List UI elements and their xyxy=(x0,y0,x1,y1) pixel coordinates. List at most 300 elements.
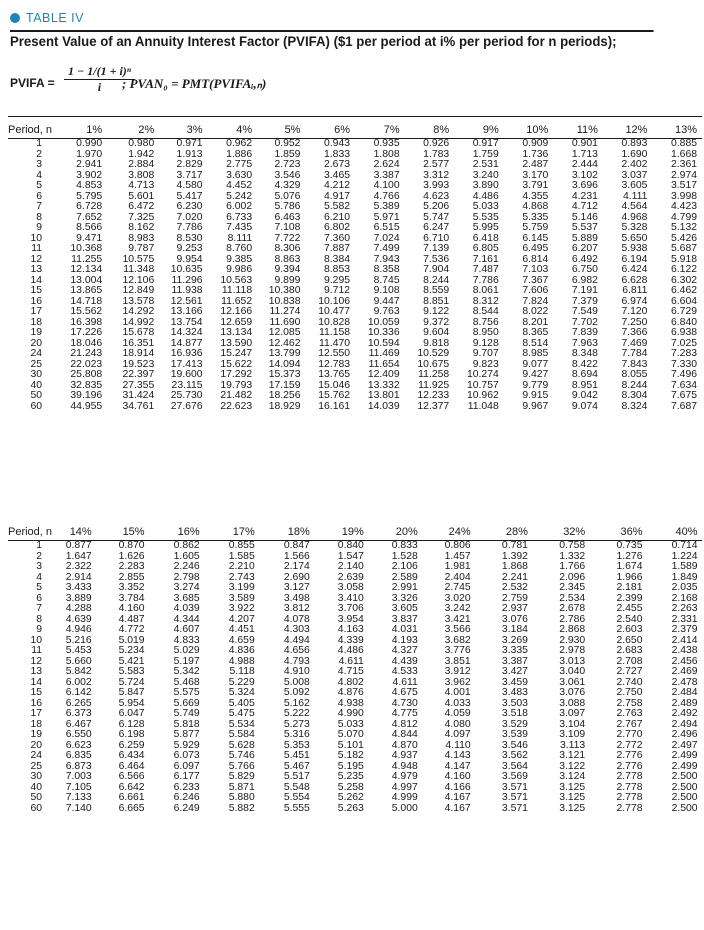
table-cell: 2.484 xyxy=(671,687,698,698)
row-period: 6 xyxy=(36,190,42,202)
row-period: 60 xyxy=(30,802,42,814)
table-cell: 4.078 xyxy=(283,613,310,625)
table-cell: 8.422 xyxy=(571,358,598,370)
column-header-rate: 8% xyxy=(433,124,450,136)
row-period: 15 xyxy=(30,687,42,698)
table-cell: 4.611 xyxy=(338,655,364,667)
table-cell: 21.482 xyxy=(220,390,253,401)
table-cell: 22.023 xyxy=(70,358,103,370)
table-cell: 2.778 xyxy=(616,781,643,793)
table-cell: 9.818 xyxy=(423,337,450,349)
table-cell: 6.811 xyxy=(622,285,648,296)
table-cell: 8.312 xyxy=(472,295,499,307)
table-cell: 5.749 xyxy=(173,708,200,719)
table-cell: 4.288 xyxy=(65,603,92,614)
table-cell: 3.571 xyxy=(501,781,528,793)
table-cell: 6.938 xyxy=(671,327,698,338)
row-period: 9 xyxy=(36,222,42,233)
table-cell: 8.530 xyxy=(176,232,203,244)
table-cell: 5.182 xyxy=(337,750,364,761)
row-period: 20 xyxy=(30,739,42,751)
table-cell: 4.487 xyxy=(118,613,145,625)
table-cell: 14.718 xyxy=(70,295,103,307)
table-cell: 13.578 xyxy=(122,295,155,307)
table-cell: 12.659 xyxy=(220,316,253,328)
table-cell: 4.097 xyxy=(444,729,471,740)
table-cell: 8.304 xyxy=(621,390,648,401)
table-cell: 7.379 xyxy=(571,295,598,307)
table-cell: 7.435 xyxy=(226,222,253,233)
table-cell: 7.675 xyxy=(671,390,698,401)
table-cell: 3.889 xyxy=(65,592,92,604)
table-cell: 4.675 xyxy=(391,687,418,698)
table-cell: 9.707 xyxy=(472,348,499,359)
table-cell: 1.647 xyxy=(65,550,92,562)
table-cell: 1.224 xyxy=(671,550,698,562)
table-cell: 5.818 xyxy=(173,718,200,730)
table-cell: 44.955 xyxy=(70,400,103,412)
table-cell: 1.626 xyxy=(118,550,145,562)
table-cell: 7.784 xyxy=(621,348,648,359)
table-cell: 7.469 xyxy=(621,337,648,349)
table-cell: 3.125 xyxy=(559,781,586,793)
table-cell: 0.971 xyxy=(176,138,203,149)
table-cell: 2.624 xyxy=(373,159,400,170)
table-cell: 8.348 xyxy=(571,348,598,359)
table-cell: 15.247 xyxy=(220,348,253,359)
table-cell: 0.943 xyxy=(324,138,351,149)
row-period: 18 xyxy=(30,316,42,328)
table-cell: 19.523 xyxy=(122,358,155,370)
table-cell: 1.886 xyxy=(226,148,253,160)
table-cell: 4.494 xyxy=(283,634,310,646)
table-cell: 4.110 xyxy=(445,739,471,751)
table-cell: 2.540 xyxy=(616,613,643,625)
table-cell: 5.328 xyxy=(621,222,648,233)
table-cell: 4.802 xyxy=(337,676,364,688)
table-cell: 1.766 xyxy=(559,561,586,572)
table-cell: 1.849 xyxy=(671,571,698,583)
table-cell: 5.889 xyxy=(571,232,598,244)
table-cell: 4.868 xyxy=(522,201,549,212)
table-cell: 2.740 xyxy=(616,676,643,688)
table-cell: 2.884 xyxy=(128,159,155,170)
table-cell: 5.206 xyxy=(423,201,450,212)
table-cell: 11.048 xyxy=(467,400,499,412)
table-cell: 9.915 xyxy=(522,390,549,401)
table-cell: 9.967 xyxy=(522,400,549,412)
table-cell: 6.733 xyxy=(226,211,253,223)
table-cell: 2.106 xyxy=(391,561,418,572)
table-row xyxy=(8,646,702,657)
table-cell: 7.549 xyxy=(571,306,598,317)
table-cell: 6.566 xyxy=(118,771,145,782)
table-cell: 2.444 xyxy=(571,159,598,170)
row-period: 24 xyxy=(30,348,42,359)
table-cell: 6.462 xyxy=(671,285,698,296)
table-cell: 6.249 xyxy=(173,802,200,814)
table-cell: 4.656 xyxy=(283,645,310,656)
table-cell: 1.736 xyxy=(522,148,549,160)
row-period: 14 xyxy=(30,676,42,688)
row-period: 19 xyxy=(30,729,42,740)
table-cell: 0.893 xyxy=(621,138,648,149)
column-header-rate: 2% xyxy=(138,124,155,136)
table-cell: 3.706 xyxy=(337,603,364,614)
table-cell: 6.805 xyxy=(472,243,499,254)
table-cell: 6.073 xyxy=(173,750,200,761)
table-cell: 0.877 xyxy=(65,540,92,551)
table-cell: 9.074 xyxy=(571,400,598,412)
table-cell: 2.798 xyxy=(173,571,200,583)
table-cell: 7.025 xyxy=(671,337,698,349)
table-cell: 9.128 xyxy=(472,337,499,349)
table-cell: 16.936 xyxy=(170,348,203,359)
table-cell: 5.118 xyxy=(229,666,255,677)
table-cell: 4.910 xyxy=(283,666,310,677)
table-cell: 7.120 xyxy=(621,306,648,317)
table-cell: 9.077 xyxy=(522,358,549,370)
table-cell: 5.871 xyxy=(228,781,255,793)
row-period: 3 xyxy=(36,159,42,170)
row-period: 4 xyxy=(36,169,42,181)
table-row xyxy=(8,328,702,339)
row-period: 50 xyxy=(30,390,42,401)
table-cell: 2.941 xyxy=(76,159,103,170)
table-cell: 5.687 xyxy=(671,243,698,254)
row-period: 2 xyxy=(36,550,42,562)
table-cell: 2.497 xyxy=(671,739,698,751)
table-cell: 2.455 xyxy=(616,603,643,614)
table-row xyxy=(8,793,702,804)
table-cell: 10.059 xyxy=(367,316,400,328)
table-cell: 2.469 xyxy=(671,666,698,677)
table-cell: 5.829 xyxy=(228,771,255,782)
table-cell: 9.108 xyxy=(373,285,400,296)
table-cell: 5.222 xyxy=(283,708,310,719)
table-cell: 27.676 xyxy=(170,400,203,412)
row-period: 25 xyxy=(30,358,42,370)
table-cell: 2.168 xyxy=(671,592,698,604)
table-cell: 2.776 xyxy=(616,760,643,772)
table-cell: 3.605 xyxy=(621,180,648,191)
table-cell: 9.986 xyxy=(226,264,253,275)
table-row xyxy=(8,688,702,699)
table-cell: 3.589 xyxy=(228,592,255,604)
table-cell: 3.269 xyxy=(501,634,528,646)
row-period: 50 xyxy=(30,792,42,803)
table-cell: 3.387 xyxy=(373,169,400,181)
table-cell: 3.076 xyxy=(559,687,586,698)
formula-numerator: 1 − 1/(1 + i)ⁿ xyxy=(64,64,135,80)
table-cell: 7.843 xyxy=(621,358,648,370)
table-cell: 2.496 xyxy=(671,729,698,740)
table-cell: 5.324 xyxy=(228,687,255,698)
table-cell: 5.847 xyxy=(118,687,145,698)
table-cell: 6.233 xyxy=(173,781,200,793)
table-cell: 2.750 xyxy=(616,687,643,698)
table-cell: 1.759 xyxy=(472,148,499,160)
table-cell: 6.047 xyxy=(118,708,145,719)
table-cell: 5.101 xyxy=(337,739,364,751)
table-cell: 4.327 xyxy=(391,645,418,656)
table-cell: 3.113 xyxy=(559,739,586,751)
table-cell: 0.870 xyxy=(118,540,145,551)
table-cell: 2.263 xyxy=(671,603,698,614)
table-cell: 2.174 xyxy=(283,561,310,572)
table-cell: 5.146 xyxy=(571,211,598,223)
table-cell: 3.518 xyxy=(501,708,528,719)
table-cell: 5.033 xyxy=(472,201,499,212)
table-cell: 2.745 xyxy=(444,582,471,593)
table-cell: 1.392 xyxy=(501,550,528,562)
table-cell: 3.571 xyxy=(501,792,528,803)
table-cell: 2.534 xyxy=(559,592,586,604)
table-cell: 6.247 xyxy=(423,222,450,233)
table-cell: 5.468 xyxy=(173,676,200,688)
table-cell: 4.793 xyxy=(283,655,310,667)
table-row xyxy=(8,370,702,381)
table-cell: 6.472 xyxy=(128,201,155,212)
table-cell: 4.876 xyxy=(337,687,364,698)
table-cell: 2.361 xyxy=(671,159,698,170)
table-cell: 3.121 xyxy=(559,750,586,761)
table-cell: 6.097 xyxy=(173,760,200,772)
table-cell: 5.601 xyxy=(128,190,155,202)
table-cell: 4.715 xyxy=(337,666,364,677)
table-cell: 0.980 xyxy=(128,138,155,149)
row-period: 3 xyxy=(36,561,42,572)
table-cell: 4.031 xyxy=(391,624,418,635)
table-cell: 8.851 xyxy=(423,295,450,307)
table-cell: 18.914 xyxy=(122,348,155,359)
table-cell: 1.913 xyxy=(176,148,203,160)
table-cell: 15.678 xyxy=(122,327,155,338)
table-cell: 4.713 xyxy=(128,180,155,191)
table-cell: 12.377 xyxy=(417,400,450,412)
table-cell: 15.622 xyxy=(220,358,253,370)
table-cell: 39.196 xyxy=(70,390,103,401)
table-cell: 8.201 xyxy=(522,316,549,328)
table-cell: 3.097 xyxy=(559,708,586,719)
table-cell: 4.639 xyxy=(65,613,92,625)
table-cell: 12.233 xyxy=(417,390,450,401)
table-cell: 14.094 xyxy=(268,358,301,370)
table-cell: 6.145 xyxy=(522,232,549,244)
table-cell: 5.882 xyxy=(228,802,255,814)
table-cell: 3.465 xyxy=(324,169,351,181)
table-cell: 13.590 xyxy=(220,337,253,349)
table-cell: 6.122 xyxy=(671,264,698,275)
table-cell: 3.605 xyxy=(391,603,418,614)
table-cell: 3.076 xyxy=(501,613,528,625)
row-period: 11 xyxy=(31,645,42,656)
table-cell: 9.471 xyxy=(76,232,103,244)
table-cell: 3.784 xyxy=(118,592,145,604)
table-cell: 12.783 xyxy=(318,358,351,370)
table-cell: 4.844 xyxy=(391,729,418,740)
table-cell: 6.373 xyxy=(65,708,92,719)
table-cell: 1.528 xyxy=(391,550,418,562)
table-cell: 4.533 xyxy=(391,666,418,677)
formula-rhs: ; PVAN₀ = PMT(PVIFAᵢ,ₙ) xyxy=(122,76,267,91)
row-period: 15 xyxy=(30,285,42,296)
table-cell: 2.650 xyxy=(616,634,643,646)
table-cell: 2.829 xyxy=(176,159,203,170)
table-cell: 19.793 xyxy=(220,379,253,391)
table-cell: 0.847 xyxy=(283,540,310,551)
table-cell: 3.717 xyxy=(176,169,203,181)
row-period: 8 xyxy=(36,613,42,625)
table-cell: 13.332 xyxy=(367,379,400,391)
table-cell: 10.757 xyxy=(466,379,499,391)
table-cell: 0.909 xyxy=(522,138,549,149)
table-row xyxy=(8,562,702,573)
table-cell: 3.564 xyxy=(501,760,528,772)
table-cell: 7.496 xyxy=(671,369,698,380)
table-cell: 5.353 xyxy=(283,739,310,751)
table-cell: 7.824 xyxy=(522,295,549,307)
table-cell: 3.125 xyxy=(559,792,586,803)
table-cell: 2.727 xyxy=(616,666,643,677)
row-period: 1 xyxy=(36,540,42,551)
table-row xyxy=(8,625,702,636)
table-cell: 0.952 xyxy=(274,138,301,149)
table-cell: 4.917 xyxy=(324,190,351,202)
table-cell: 8.756 xyxy=(472,316,499,328)
table-cell: 0.806 xyxy=(444,540,471,551)
table-cell: 7.943 xyxy=(373,253,400,265)
table-cell: 17.292 xyxy=(220,369,253,380)
table-cell: 5.467 xyxy=(283,760,310,772)
column-header-rate: 16% xyxy=(177,526,200,538)
table-cell: 5.954 xyxy=(118,697,145,709)
table-cell: 11.258 xyxy=(418,369,450,380)
table-cell: 3.184 xyxy=(501,624,528,635)
table-cell: 4.160 xyxy=(444,771,471,782)
table-cell: 7.367 xyxy=(522,274,549,286)
table-cell: 5.242 xyxy=(226,190,253,202)
table-cell: 5.335 xyxy=(522,211,549,223)
table-cell: 3.170 xyxy=(522,169,549,181)
table-cell: 3.776 xyxy=(444,645,471,656)
table-cell: 7.702 xyxy=(571,316,598,328)
row-period: 25 xyxy=(30,760,42,772)
table-cell: 6.207 xyxy=(571,243,598,254)
table-cell: 4.207 xyxy=(228,613,255,625)
table-cell: 7.634 xyxy=(671,379,698,391)
table-cell: 7.366 xyxy=(621,327,648,338)
table-cell: 2.678 xyxy=(559,603,586,614)
table-cell: 11.654 xyxy=(368,358,400,370)
table-cell: 5.554 xyxy=(283,792,310,803)
table-cell: 7.161 xyxy=(472,253,499,265)
table-cell: 9.763 xyxy=(373,306,400,317)
table-cell: 3.696 xyxy=(571,180,598,191)
table-cell: 2.140 xyxy=(337,561,364,572)
table-cell: 2.603 xyxy=(616,624,643,635)
table-cell: 10.962 xyxy=(466,390,499,401)
table-cell: 3.566 xyxy=(444,624,471,635)
table-cell: 2.639 xyxy=(337,571,364,583)
table-header xyxy=(10,2,702,114)
table-cell: 6.623 xyxy=(65,739,92,751)
table-row xyxy=(8,181,702,192)
table-cell: 4.033 xyxy=(444,697,471,709)
table-cell: 8.950 xyxy=(472,327,499,338)
table-cell: 3.013 xyxy=(559,655,586,667)
table-row xyxy=(8,804,702,815)
table-cell: 13.004 xyxy=(70,274,103,286)
table-cell: 1.783 xyxy=(423,148,450,160)
table-cell: 18.256 xyxy=(268,390,301,401)
table-cell: 2.775 xyxy=(226,159,253,170)
pvifa-table-2 xyxy=(8,526,702,814)
table-cell: 2.456 xyxy=(671,655,698,667)
table-cell: 5.070 xyxy=(337,729,364,740)
table-cell: 4.623 xyxy=(423,190,450,202)
row-period: 60 xyxy=(30,400,42,412)
column-header-rate: 5% xyxy=(284,124,301,136)
table-cell: 6.424 xyxy=(621,264,648,275)
table-cell: 10.575 xyxy=(122,253,155,265)
table-cell: 8.111 xyxy=(227,232,253,244)
table-cell: 2.855 xyxy=(118,571,145,583)
table-cell: 31.424 xyxy=(122,390,155,401)
table-cell: 2.778 xyxy=(616,792,643,803)
table-cell: 3.088 xyxy=(559,697,586,709)
table-cell: 4.833 xyxy=(173,634,200,646)
table-cell: 4.166 xyxy=(444,781,471,793)
table-cell: 6.467 xyxy=(65,718,92,730)
table-cell: 4.059 xyxy=(444,708,471,719)
table-cell: 0.917 xyxy=(472,138,499,149)
table-cell: 5.258 xyxy=(337,781,364,793)
table-cell: 2.438 xyxy=(671,645,698,656)
table-cell: 4.946 xyxy=(65,624,92,635)
table-cell: 3.125 xyxy=(559,802,586,814)
table-cell: 6.142 xyxy=(65,687,92,698)
table-cell: 1.276 xyxy=(616,550,643,562)
row-period: 1 xyxy=(36,138,42,149)
row-period: 7 xyxy=(36,603,42,614)
column-header-rate: 19% xyxy=(341,526,364,538)
table-cell: 1.547 xyxy=(337,550,364,562)
table-cell: 1.605 xyxy=(173,550,200,562)
table-cell: 2.937 xyxy=(501,603,528,614)
table-cell: 8.306 xyxy=(274,243,301,254)
table-cell: 10.828 xyxy=(318,316,351,328)
row-period: 40 xyxy=(30,781,42,793)
table-cell: 6.128 xyxy=(118,718,145,730)
column-header-rate: 3% xyxy=(186,124,203,136)
table-cell: 19.600 xyxy=(170,369,203,380)
table-cell: 2.181 xyxy=(616,582,643,593)
table-cell: 23.115 xyxy=(171,379,203,391)
table-cell: 7.283 xyxy=(671,348,698,359)
table-cell: 4.451 xyxy=(228,624,255,635)
table-cell: 7.003 xyxy=(65,771,92,782)
table-cell: 13.865 xyxy=(70,285,103,296)
table-cell: 2.974 xyxy=(671,169,698,181)
table-cell: 5.342 xyxy=(173,666,200,677)
row-period: 8 xyxy=(36,211,42,223)
table-cell: 17.159 xyxy=(268,379,301,391)
table-cell: 7.536 xyxy=(423,253,450,265)
table-cell: 2.532 xyxy=(501,582,528,593)
table-cell: 9.899 xyxy=(274,274,301,286)
table-cell: 6.835 xyxy=(65,750,92,761)
